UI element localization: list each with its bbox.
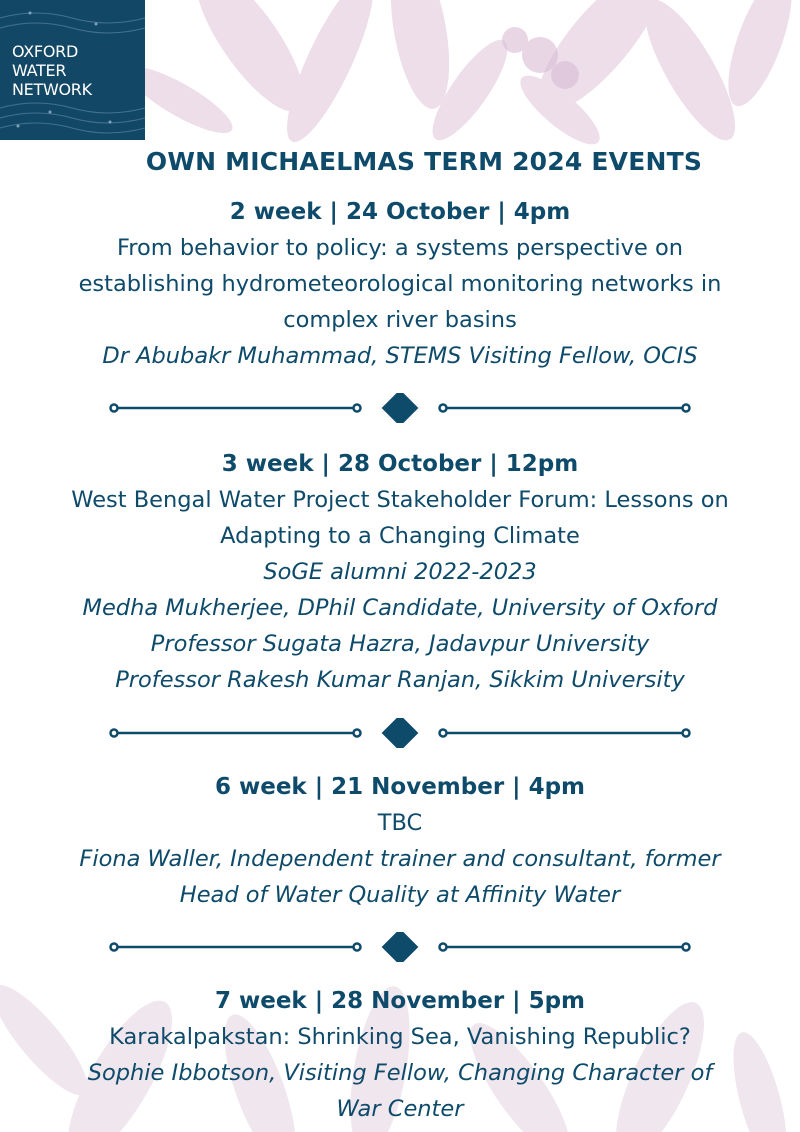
event-title-line: complex river basins	[283, 307, 517, 333]
diamond-icon	[382, 932, 419, 962]
event-title-line: Karakalpakstan: Shrinking Sea, Vanishing Republic?	[109, 1024, 691, 1050]
section-divider	[105, 718, 695, 748]
event-speaker: SoGE alumni 2022-2023	[263, 559, 537, 585]
event-block-2	[0, 446, 800, 698]
event-speaker: Dr Abubakr Muhammad, STEMS Visiting Fellow, OCIS	[102, 343, 698, 369]
logo-line-oxford: OXFORD	[12, 42, 78, 61]
section-divider	[105, 393, 695, 423]
event-title-line: Adapting to a Changing Climate	[220, 523, 580, 549]
event-heading: 2 week | 24 October | 4pm	[229, 199, 571, 225]
page-title: OWN MICHAELMAS TERM 2024 EVENTS	[145, 147, 703, 176]
event-title-line: TBC	[377, 810, 423, 836]
event-speaker: Head of Water Quality at Affinity Water	[179, 882, 621, 908]
event-title-line: From behavior to policy: a systems perspective on	[116, 235, 684, 261]
event-title-line: West Bengal Water Project Stakeholder Forum: Lessons on	[71, 487, 729, 513]
event-speaker: Professor Sugata Hazra, Jadavpur University	[150, 631, 650, 657]
diamond-icon	[382, 393, 419, 423]
section-divider	[105, 932, 695, 962]
logo-line-network: NETWORK	[12, 80, 92, 99]
event-heading: 7 week | 28 November | 5pm	[214, 988, 586, 1014]
event-title-line: establishing hydrometeorological monitoring networks in	[78, 271, 722, 297]
diamond-icon	[382, 718, 419, 748]
event-heading: 3 week | 28 October | 12pm	[221, 451, 579, 477]
event-speaker: Professor Rakesh Kumar Ranjan, Sikkim University	[115, 667, 685, 693]
event-block-4	[0, 983, 800, 1127]
event-heading: 6 week | 21 November | 4pm	[214, 774, 586, 800]
event-speaker: Fiona Waller, Independent trainer and consultant, former	[79, 846, 721, 872]
event-speaker: Medha Mukherjee, DPhil Candidate, University of Oxford	[82, 595, 718, 621]
logo-line-water: WATER	[12, 61, 67, 80]
oxford-water-network-logo	[0, 0, 145, 140]
event-block-3	[0, 769, 800, 913]
event-speaker: War Center	[336, 1096, 464, 1122]
event-speaker: Sophie Ibbotson, Visiting Fellow, Changing Character of	[87, 1060, 713, 1086]
event-block-1	[0, 194, 800, 374]
